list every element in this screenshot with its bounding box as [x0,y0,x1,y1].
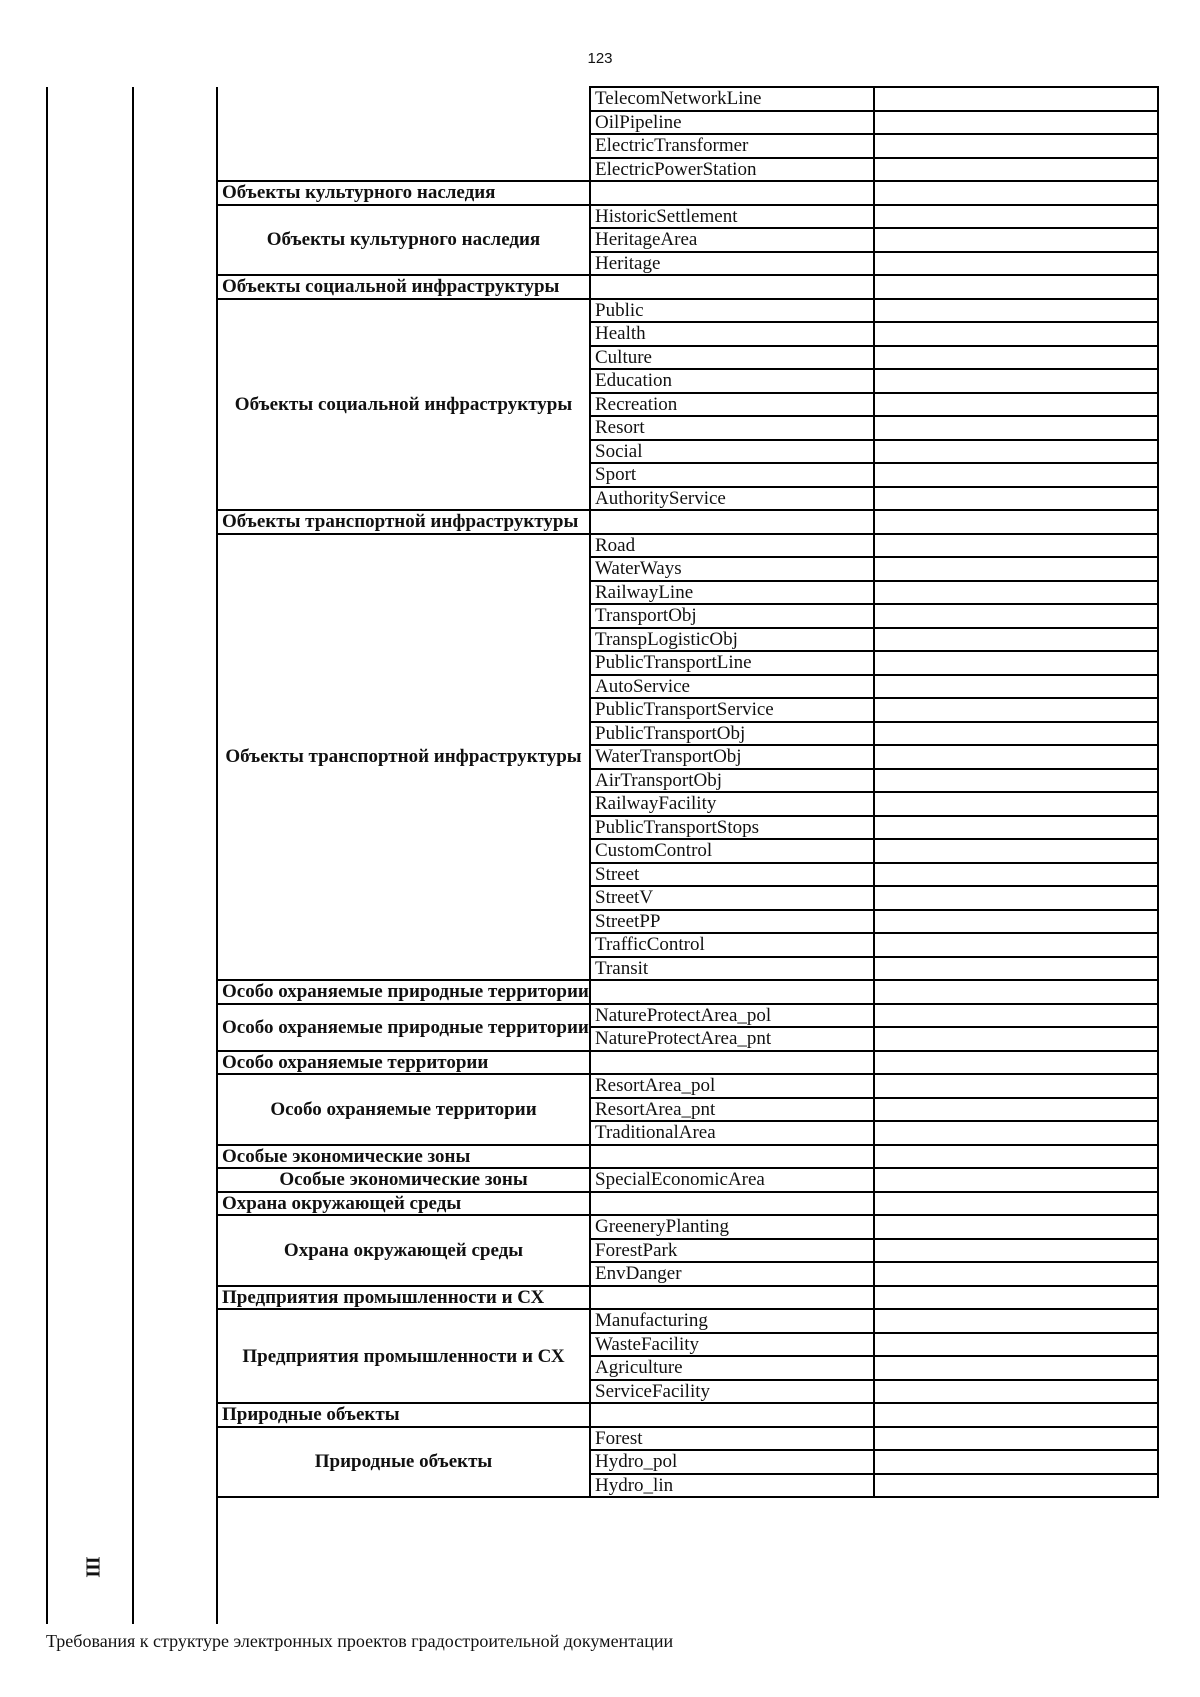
empty-cell [874,581,1158,605]
empty-cell [590,1192,874,1216]
empty-cell [874,440,1158,464]
group-header-row [217,1051,1158,1075]
group-title: Природные объекты [222,1404,400,1426]
subgroup-title-cell: Охрана окружающей среды [217,1215,590,1286]
empty-cell [874,181,1158,205]
empty-cell [874,134,1158,158]
empty-cell [874,1333,1158,1357]
empty-cell [874,1474,1158,1498]
class-name-cell: ResortArea_pnt [590,1098,874,1122]
empty-cell [874,1027,1158,1051]
layer-structure-table [216,86,1159,1498]
empty-cell [874,1004,1158,1028]
class-name-cell: Forest [590,1427,874,1451]
class-name-cell: ElectricTransformer [590,134,874,158]
group-header-row [217,1192,1158,1216]
empty-cell [874,745,1158,769]
group-title: Объекты транспортной инфраструктуры [222,511,579,533]
class-name-cell: HistoricSettlement [590,205,874,229]
class-name-cell: PublicTransportService [590,698,874,722]
section-label: III [82,1557,105,1578]
page-footer: Требования к структуре электронных проектов градостроительной документации [46,1631,674,1651]
group-title: Объекты социальной инфраструктуры [222,276,560,298]
group-title: Объекты культурного наследия [222,182,496,204]
group-title-cell [217,980,590,1004]
empty-cell [874,510,1158,534]
subgroup-title-cell: Объекты транспортной инфраструктуры [217,534,590,981]
empty-cell [874,769,1158,793]
subgroup-title-cell: Особые экономические зоны [217,1168,590,1192]
class-name-cell: AuthorityService [590,487,874,511]
empty-cell [874,1074,1158,1098]
class-name-cell: PublicTransportStops [590,816,874,840]
group-title: Особо охраняемые природные территории [222,981,589,1003]
empty-cell [874,1121,1158,1145]
empty-cell [874,158,1158,182]
class-name-cell: OilPipeline [590,111,874,135]
table-row [217,1309,1158,1333]
empty-cell [874,933,1158,957]
group-title-cell [217,1286,590,1310]
group-title: Охрана окружающей среды [222,1192,462,1214]
group-header-row [217,1286,1158,1310]
subgroup-title-cell: Природные объекты [217,1427,590,1498]
group-title-cell [217,1145,590,1169]
empty-cell [590,510,874,534]
class-name-cell: Manufacturing [590,1309,874,1333]
empty-cell [874,886,1158,910]
class-name-cell: Road [590,534,874,558]
class-name-cell: TelecomNetworkLine [590,87,874,111]
group-title-cell [217,510,590,534]
class-name-cell: PublicTransportLine [590,651,874,675]
empty-cell [874,1309,1158,1333]
class-name-cell: Hydro_lin [590,1474,874,1498]
empty-cell [874,228,1158,252]
empty-cell [874,346,1158,370]
empty-cell [874,980,1158,1004]
subgroup-title-cell: Особо охраняемые природные территории [217,1004,590,1051]
empty-cell [874,863,1158,887]
class-name-cell: Education [590,369,874,393]
empty-cell [874,111,1158,135]
empty-cell [874,1145,1158,1169]
class-name-cell: GreeneryPlanting [590,1215,874,1239]
empty-cell [874,910,1158,934]
table-row [217,1168,1158,1192]
empty-cell [874,393,1158,417]
class-name-cell: StreetPP [590,910,874,934]
empty-cell [874,957,1158,981]
class-name-cell: StreetV [590,886,874,910]
empty-cell [874,463,1158,487]
group-title-cell [217,181,590,205]
empty-cell [874,604,1158,628]
class-name-cell: HeritageArea [590,228,874,252]
table-row [217,1074,1158,1098]
class-name-cell: Culture [590,346,874,370]
class-name-cell: Social [590,440,874,464]
group-title-cell [217,1051,590,1075]
subgroup-title-cell: Объекты социальной инфраструктуры [217,299,590,511]
empty-cell [874,557,1158,581]
class-name-cell: Street [590,863,874,887]
left-border-line [46,87,48,1624]
class-name-cell: Agriculture [590,1356,874,1380]
class-name-cell: WaterTransportObj [590,745,874,769]
class-name-cell: RailwayLine [590,581,874,605]
class-name-cell: PublicTransportObj [590,722,874,746]
empty-cell [874,628,1158,652]
class-name-cell: Public [590,299,874,323]
class-name-cell: TranspLogisticObj [590,628,874,652]
empty-cell [874,1168,1158,1192]
class-name-cell: TrafficControl [590,933,874,957]
class-name-cell: Health [590,322,874,346]
class-name-cell: EnvDanger [590,1262,874,1286]
class-name-cell: Sport [590,463,874,487]
class-name-cell: CustomControl [590,839,874,863]
table-row [217,1004,1158,1028]
class-name-cell: ResortArea_pol [590,1074,874,1098]
empty-cell [590,181,874,205]
empty-cell [590,1286,874,1310]
empty-cell [874,651,1158,675]
group-header-row [217,980,1158,1004]
empty-cell [874,792,1158,816]
empty-cell [874,534,1158,558]
empty-cell [590,1145,874,1169]
empty-cell [874,698,1158,722]
empty-cell [874,816,1158,840]
class-name-cell: ServiceFacility [590,1380,874,1404]
group-title: Предприятия промышленности и СХ [222,1286,545,1308]
group-header-row [217,510,1158,534]
class-name-cell: TraditionalArea [590,1121,874,1145]
empty-cell [874,722,1158,746]
class-name-cell: RailwayFacility [590,792,874,816]
page-number: 123 [587,50,613,67]
table-row [217,534,1158,558]
subgroup-title-cell: Предприятия промышленности и СХ [217,1309,590,1403]
subgroup-title-cell: Особо охраняемые территории [217,1074,590,1145]
empty-cell [874,1262,1158,1286]
empty-cell [874,205,1158,229]
empty-cell [874,1427,1158,1451]
class-name-cell: Hydro_pol [590,1450,874,1474]
empty-cell [874,369,1158,393]
empty-cell [874,839,1158,863]
empty-cell [874,252,1158,276]
group-header-row [217,275,1158,299]
group-title: Особо охраняемые территории [222,1051,489,1073]
empty-cell [590,980,874,1004]
empty-cell [874,1192,1158,1216]
class-name-cell: Recreation [590,393,874,417]
table-row [217,87,1158,111]
empty-cell [590,275,874,299]
empty-cell [874,1356,1158,1380]
empty-cell [874,299,1158,323]
table-row [217,1215,1158,1239]
class-name-cell: Transit [590,957,874,981]
class-name-cell: NatureProtectArea_pol [590,1004,874,1028]
empty-cell [874,1380,1158,1404]
group-title-cell [217,275,590,299]
class-name-cell: AirTransportObj [590,769,874,793]
group-header-row [217,1145,1158,1169]
empty-cell [874,1239,1158,1263]
group-title-cell [217,1403,590,1427]
group-title-cell [217,1192,590,1216]
group-title: Особые экономические зоны [222,1145,471,1167]
empty-cell [874,487,1158,511]
class-name-cell: TransportObj [590,604,874,628]
class-name-cell: AutoService [590,675,874,699]
empty-cell [874,1403,1158,1427]
empty-cell [874,1215,1158,1239]
empty-cell [874,1450,1158,1474]
empty-cell [874,675,1158,699]
table-row [217,205,1158,229]
empty-cell [874,416,1158,440]
subgroup-title-cell: Объекты культурного наследия [217,205,590,276]
empty-cell [874,1286,1158,1310]
class-name-cell: ElectricPowerStation [590,158,874,182]
class-name-cell: WaterWays [590,557,874,581]
group-header-row [217,181,1158,205]
class-name-cell: WasteFacility [590,1333,874,1357]
continued-cell [217,87,590,181]
table-row [217,299,1158,323]
empty-cell [590,1051,874,1075]
empty-cell [874,275,1158,299]
empty-cell [874,1051,1158,1075]
empty-cell [874,1098,1158,1122]
column-divider-line [132,87,134,1624]
group-header-row [217,1403,1158,1427]
class-name-cell: NatureProtectArea_pnt [590,1027,874,1051]
empty-cell [874,87,1158,111]
table-row [217,1427,1158,1451]
class-name-cell: SpecialEconomicArea [590,1168,874,1192]
empty-cell [590,1403,874,1427]
class-name-cell: Heritage [590,252,874,276]
class-name-cell: ForestPark [590,1239,874,1263]
empty-cell [874,322,1158,346]
class-name-cell: Resort [590,416,874,440]
